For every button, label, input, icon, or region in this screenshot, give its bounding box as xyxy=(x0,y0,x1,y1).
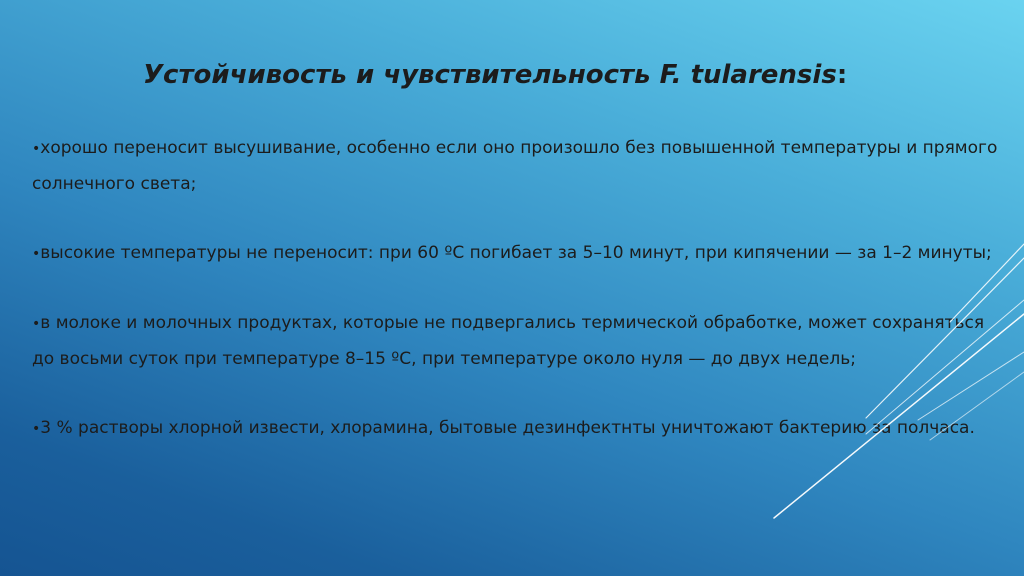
bullet-list xyxy=(32,131,1002,447)
bullet-icon: • xyxy=(32,141,41,157)
bullet-item xyxy=(32,236,1002,272)
slide-title-text: Устойчивость и чувствительность F. tularensis xyxy=(143,60,837,90)
bullet-item xyxy=(32,306,1002,377)
bullet-item xyxy=(32,411,1002,447)
bullet-icon: • xyxy=(32,246,41,262)
slide-title xyxy=(143,56,1003,94)
bullet-text: хорошо переносит высушивание, особенно если оно произошло без повышенной температуры и прямого солнечного света; xyxy=(32,138,998,194)
bullet-text: 3 % растворы хлорной извести, хлорамина, бытовые дезинфектнты уничтожают бактерию за полчаса. xyxy=(40,418,975,438)
bullet-icon: • xyxy=(32,421,41,437)
bullet-text: в молоке и молочных продуктах, которые не подвергались термической обработке, может сохраняться до восьми суток при температуре 8–15 ºС, при температуре около нуля — до двух недель; xyxy=(32,313,985,369)
slide-title-colon: : xyxy=(836,60,848,90)
bullet-item xyxy=(32,131,1002,202)
bullet-text: высокие температуры не переносит: при 60 ºС погибает за 5–10 минут, при кипячении — за 1–2 минуты; xyxy=(40,243,992,263)
bullet-icon: • xyxy=(32,316,41,332)
